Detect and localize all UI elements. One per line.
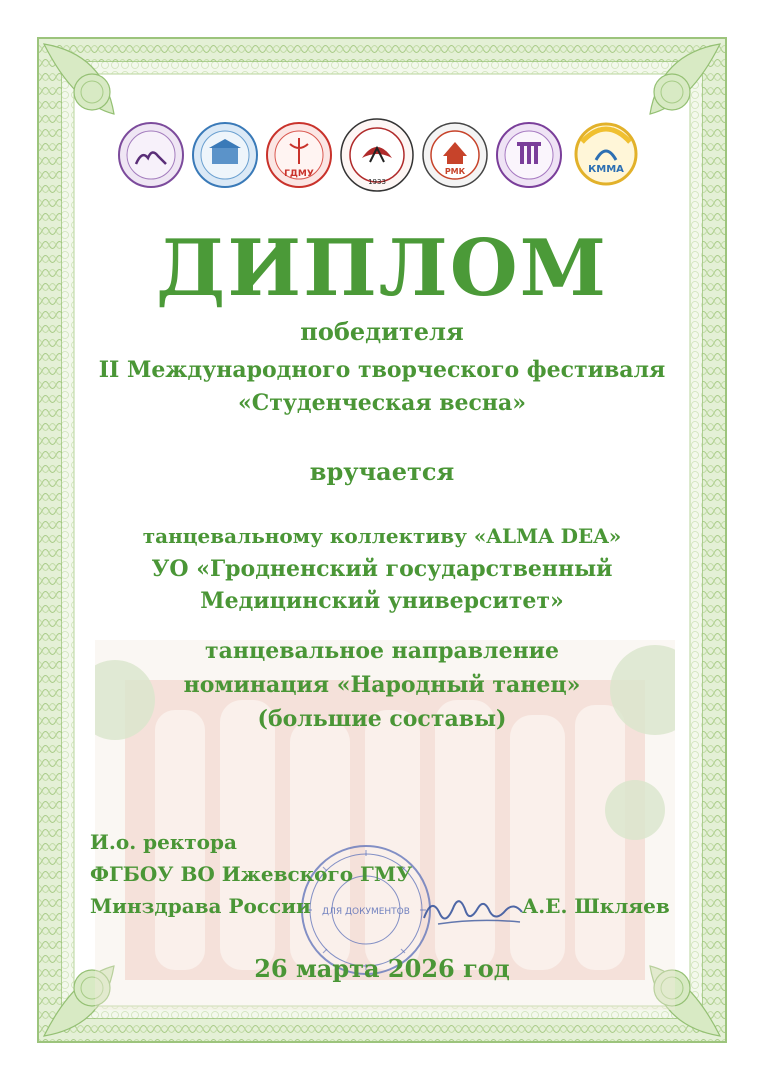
logo7-text: КММА xyxy=(588,164,624,175)
recipient-line-1: танцевальному коллективу «ALMA DEA» xyxy=(142,524,622,548)
diploma-title: ДИПЛОМ xyxy=(156,223,608,314)
academy-logo-kmma xyxy=(570,116,642,188)
logo4-year: 1933 xyxy=(368,178,386,186)
university-logo-columns xyxy=(496,122,562,188)
issue-date: 26 марта 2026 год xyxy=(254,954,510,983)
subtitle-winner: победителя xyxy=(300,317,464,346)
recipient-line-2: УО «Гродненский государственный xyxy=(151,556,613,582)
university-logo-camel xyxy=(118,122,184,188)
university-logo-building xyxy=(192,122,258,188)
signatory-org-line-2: Минздрава России xyxy=(90,894,311,918)
logo3-text: ГДМУ xyxy=(284,169,314,179)
direction-text: танцевальное направление xyxy=(205,638,559,664)
partner-logos xyxy=(118,122,648,202)
festival-line-1: II Международного творческого фестиваля xyxy=(98,357,666,383)
nomination-text: номинация «Народный танец» xyxy=(183,672,581,698)
festival-line-2: «Студенческая весна» xyxy=(237,390,527,416)
awarded-text: вручается xyxy=(309,457,455,486)
signatory-name: А.Е. Шкляев xyxy=(522,894,670,918)
recipient-line-3: Медицинский университет» xyxy=(200,588,564,614)
university-logo-ingush xyxy=(340,118,414,192)
group-size-text: (большие составы) xyxy=(257,706,507,732)
signatory-org-line-1: ФГБОУ ВО Ижевского ГМУ xyxy=(90,862,413,886)
signatory-position: И.о. ректора xyxy=(90,830,237,854)
college-logo-rmk xyxy=(422,122,488,188)
logo5-text: РМК xyxy=(444,167,466,176)
stamp-center-text: ДЛЯ ДОКУМЕНТОВ xyxy=(322,907,410,917)
university-logo-gdmu xyxy=(266,122,332,188)
handwritten-signature xyxy=(418,888,528,932)
